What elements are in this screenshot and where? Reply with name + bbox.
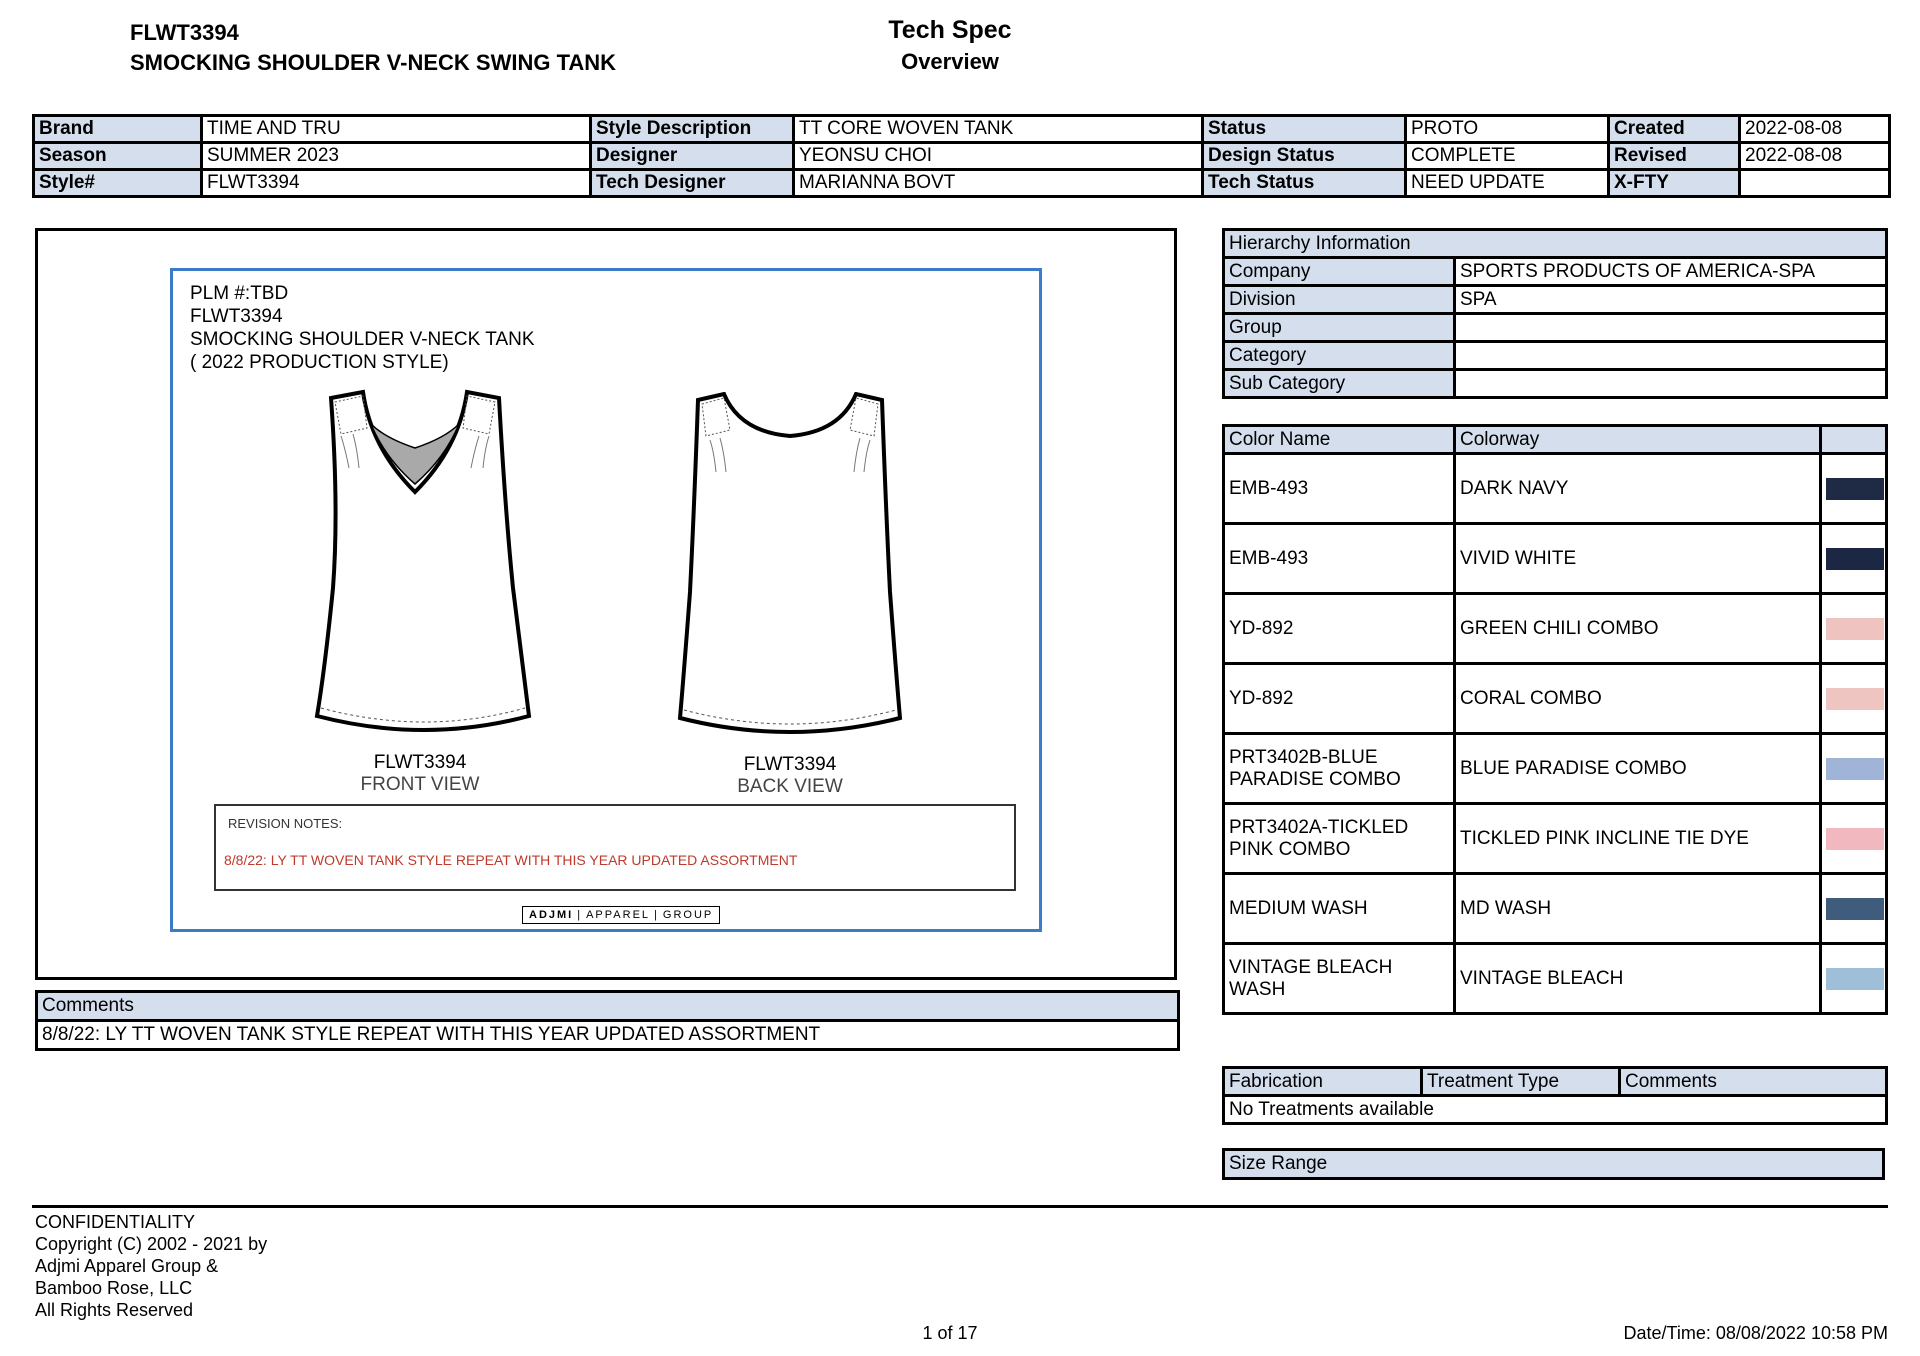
revised-value: 2022-08-08 (1740, 143, 1890, 170)
comments-table (35, 990, 1180, 1051)
logo-part-group: GROUP (662, 909, 714, 921)
design-status-value: COMPLETE (1406, 143, 1609, 170)
hierarchy-table (1222, 228, 1888, 399)
hierarchy-value (1455, 370, 1887, 398)
copyright-owner-1: Adjmi Apparel Group & (35, 1256, 219, 1276)
hierarchy-label: Division (1224, 286, 1455, 314)
color-swatch-cell (1821, 874, 1887, 944)
created-value: 2022-08-08 (1740, 116, 1890, 143)
color-swatch-cell (1821, 524, 1887, 594)
designer-value: YEONSU CHOI (794, 143, 1203, 170)
style-number-value: FLWT3394 (202, 170, 591, 197)
treatment-type-header: Treatment Type (1422, 1068, 1620, 1096)
revised-label: Revised (1609, 143, 1740, 170)
style-info-table (32, 114, 1891, 198)
xfty-value (1740, 170, 1890, 197)
plm-number: PLM #:TBD (190, 283, 289, 304)
sketch-style-code: FLWT3394 (190, 306, 283, 327)
color-name: VINTAGE BLEACH WASH (1224, 944, 1455, 1014)
color-swatch (1826, 898, 1884, 920)
colorway-name: VIVID WHITE (1455, 524, 1821, 594)
colorway-name: CORAL COMBO (1455, 664, 1821, 734)
hierarchy-value: SPA (1455, 286, 1887, 314)
season-value: SUMMER 2023 (202, 143, 591, 170)
color-name: PRT3402A-TICKLED PINK COMBO (1224, 804, 1455, 874)
tech-status-label: Tech Status (1203, 170, 1406, 197)
colorway-name: VINTAGE BLEACH (1455, 944, 1821, 1014)
color-swatch-cell (1821, 944, 1887, 1014)
status-value: PROTO (1406, 116, 1609, 143)
print-datetime: Date/Time: 08/08/2022 10:58 PM (1623, 1323, 1888, 1343)
colorway-name: DARK NAVY (1455, 454, 1821, 524)
front-view-label: FRONT VIEW (360, 774, 480, 795)
created-label: Created (1609, 116, 1740, 143)
hierarchy-label: Category (1224, 342, 1455, 370)
color-swatch (1826, 548, 1884, 570)
style-description-label: Style Description (591, 116, 794, 143)
hierarchy-value (1455, 342, 1887, 370)
rights-reserved: All Rights Reserved (35, 1300, 194, 1320)
doc-subtitle: Overview (901, 49, 999, 74)
design-status-label: Design Status (1203, 143, 1406, 170)
season-label: Season (34, 143, 202, 170)
fabrication-table (1222, 1066, 1888, 1125)
front-view-code: FLWT3394 (373, 752, 467, 773)
designer-label: Designer (591, 143, 794, 170)
adjmi-logo: ADJMI | APPAREL | GROUP (522, 906, 720, 924)
color-swatch (1826, 688, 1884, 710)
back-view-code: FLWT3394 (743, 754, 837, 775)
colorway-table (1222, 424, 1888, 1015)
style-name-heading: SMOCKING SHOULDER V-NECK SWING TANK (130, 50, 617, 75)
back-view-label: BACK VIEW (737, 776, 843, 797)
colorway-name: TICKLED PINK INCLINE TIE DYE (1455, 804, 1821, 874)
hierarchy-label: Sub Category (1224, 370, 1455, 398)
style-description-value: TT CORE WOVEN TANK (794, 116, 1203, 143)
color-name: YD-892 (1224, 664, 1455, 734)
brand-value: TIME AND TRU (202, 116, 591, 143)
comments-text: 8/8/22: LY TT WOVEN TANK STYLE REPEAT WITH THIS YEAR UPDATED ASSORTMENT (37, 1021, 1179, 1050)
color-swatch (1826, 478, 1884, 500)
color-name: PRT3402B-BLUE PARADISE COMBO (1224, 734, 1455, 804)
color-swatch (1826, 828, 1884, 850)
colorway-name: MD WASH (1455, 874, 1821, 944)
color-swatch (1826, 968, 1884, 990)
back-view-caption (670, 754, 910, 798)
style-number-label: Style# (34, 170, 202, 197)
hierarchy-value: SPORTS PRODUCTS OF AMERICA-SPA (1455, 258, 1887, 286)
confidentiality-title: CONFIDENTIALITY (35, 1212, 196, 1232)
color-swatch-cell (1821, 594, 1887, 664)
xfty-label: X-FTY (1609, 170, 1740, 197)
color-swatch-cell (1821, 734, 1887, 804)
fabrication-comments-header: Comments (1620, 1068, 1887, 1096)
brand-label: Brand (34, 116, 202, 143)
back-view-sketch (670, 392, 910, 758)
color-name-header: Color Name (1224, 426, 1455, 454)
comments-label: Comments (37, 992, 1179, 1021)
color-swatch-cell (1821, 664, 1887, 734)
tech-status-value: NEED UPDATE (1406, 170, 1609, 197)
colorway-header: Colorway (1455, 426, 1821, 454)
color-swatch-cell (1821, 454, 1887, 524)
color-swatch (1826, 758, 1884, 780)
color-swatch (1826, 618, 1884, 640)
color-name: EMB-493 (1224, 454, 1455, 524)
sketch-header-text (190, 282, 535, 374)
hierarchy-title: Hierarchy Information (1224, 230, 1887, 258)
logo-part-adjmi: ADJMI (529, 909, 574, 921)
colorway-name: BLUE PARADISE COMBO (1455, 734, 1821, 804)
copyright-line: Copyright (C) 2002 - 2021 by (35, 1234, 268, 1254)
status-label: Status (1203, 116, 1406, 143)
front-view-sketch (305, 388, 545, 758)
size-range-table (1222, 1148, 1885, 1180)
tech-designer-value: MARIANNA BOVT (794, 170, 1203, 197)
hierarchy-label: Group (1224, 314, 1455, 342)
revision-note-text: 8/8/22: LY TT WOVEN TANK STYLE REPEAT WITH THIS YEAR UPDATED ASSORTMENT (224, 852, 798, 868)
revision-notes-title: REVISION NOTES: (228, 816, 343, 831)
colorway-name: GREEN CHILI COMBO (1455, 594, 1821, 664)
front-view-caption (300, 752, 540, 796)
sketch-style-name: SMOCKING SHOULDER V-NECK TANK (190, 329, 535, 350)
page-number: 1 of 17 (922, 1323, 978, 1343)
tech-designer-label: Tech Designer (591, 170, 794, 197)
size-range-label: Size Range (1224, 1150, 1884, 1179)
sketch-production-note: ( 2022 PRODUCTION STYLE) (190, 352, 449, 373)
color-name: YD-892 (1224, 594, 1455, 664)
doc-title: Tech Spec (888, 16, 1012, 44)
style-code-heading: FLWT3394 (130, 20, 239, 45)
swatch-header (1821, 426, 1887, 454)
hierarchy-label: Company (1224, 258, 1455, 286)
color-swatch-cell (1821, 804, 1887, 874)
color-name: EMB-493 (1224, 524, 1455, 594)
copyright-owner-2: Bamboo Rose, LLC (35, 1278, 193, 1298)
color-name: MEDIUM WASH (1224, 874, 1455, 944)
no-treatments-text: No Treatments available (1224, 1096, 1887, 1124)
hierarchy-value (1455, 314, 1887, 342)
footer-divider (32, 1205, 1888, 1208)
logo-part-apparel: APPAREL (586, 909, 651, 921)
fabrication-header: Fabrication (1224, 1068, 1422, 1096)
confidentiality-block (35, 1211, 267, 1321)
